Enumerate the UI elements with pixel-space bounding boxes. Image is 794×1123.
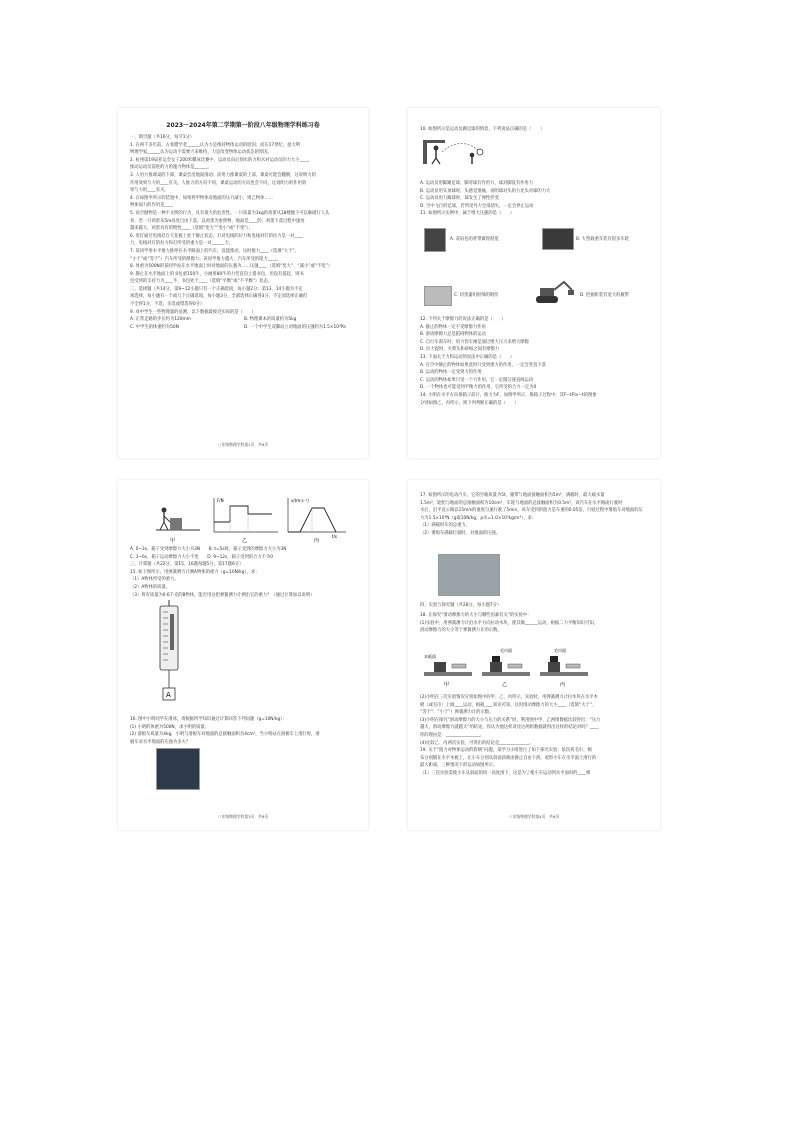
page4a-line: 水后，沿平直公路以15m/s的速度匀速行驶了5min，该车受到的阻力是车重的0.05倍，行驶过程中雾炮车对地面的压 (420, 508, 643, 514)
page4c-line: 最大距离，三种情况下的运动如图所示。 (420, 763, 498, 769)
page3-line: （2）A物体的质量。 (130, 584, 171, 590)
ft-line (214, 506, 272, 522)
fig-label-yi: 乙 (502, 682, 508, 688)
page4a-line: 1.5m³，轮胎与地面的总接触面积为10cm²，车轮与地面的总接触面积为0.5m²，该汽车在水平路面行驶时 (420, 500, 623, 506)
excavator-image (532, 280, 576, 306)
page2b-line: 13. 下面关于力和运动的说法中正确的是（ ） (420, 354, 515, 360)
page4c-line: 布分别铺在水平木板上，让小车分别从斜面顶端由静止自由下滑，观察小车在水平面上滑行的 (420, 755, 597, 761)
fig-label-jia: 甲 (444, 682, 450, 688)
page4c-line: 19. 关于“阻力对物体运动的影响”问题，某学习小组进行了如下探究实验：依次将毛巾、棉 (420, 748, 592, 754)
page1-line: 3. 人用力推课桌的下部，课桌会沿地面滑动；而用力推课桌的上部，课桌可能会翻倒，这说明力的 (130, 172, 316, 178)
exam-page-3 (118, 480, 368, 830)
page2b-line: D. 一个物体也可能受到平衡力的作用，它所受的合力一定为0 (420, 385, 537, 391)
page1-line: 9. 静止在水平地面上的书包重150牛，小丽用80牛的力竖直向上提书包，但没有提起，则书 (130, 271, 304, 277)
page1-line: 力，电线对灯的拉力和灯所受的重力是一对______力。 (130, 241, 234, 247)
q9-option-c: C. 中学生的体重约为50N (130, 324, 179, 330)
player2-head-icon (470, 153, 475, 158)
vt-xlabel: t/s (332, 534, 337, 539)
page1-line: 物理学家______认为运动不需要力来维持，力是改变物体运动状态的原因。 (130, 150, 272, 156)
spring-scale-figure (154, 600, 184, 704)
soccer-figure (422, 138, 488, 166)
page4b-line: 18. 在探究“滑动摩擦力的大小与哪些因素有关”的实验中： (420, 613, 532, 618)
page1-line: 一、填空题（共16分，每空1分） (130, 135, 195, 140)
tag-towel1: 毛巾面 (500, 648, 512, 653)
q11-option-a: A. 双肩包的背带做得很宽 (450, 237, 499, 242)
page4c-line: (2)小明在三次实验情况分别如图中的甲、乙、丙所示，实验时，用弹簧测力计拉木块在水平木 (420, 695, 598, 700)
q9-options-row1 (130, 316, 358, 324)
friction-experiment-figure (422, 642, 592, 692)
page3-line: A. 0~3s，箱子受到摩擦力大小为3N B. t=5s时，箱子受到的摩擦力大小为3N (130, 547, 287, 552)
section4-heading: 四、实验与探究题（共28分，每小题7分） (420, 603, 502, 608)
page4-q17 (420, 492, 650, 538)
page4-section4 (420, 602, 650, 610)
page2a-line: 11. 如图所示实例中，属于增大压强的是（ ） (420, 211, 515, 217)
page2-q10-options (420, 180, 650, 218)
page1-body (130, 134, 358, 331)
page3-line: （1）A物体所受的重力。 (130, 577, 179, 583)
weight-a-label: A (166, 691, 171, 699)
ball-path-icon (442, 143, 478, 152)
page1-line: 项选择，每小题有一个或几个正确选项，每小题3分，全部选择正确得3分，不定项选择正确但 (130, 294, 308, 300)
q10-stem: 10. 如图所示是运动员踢足球的情景，下列说法正确的是（ ） (420, 127, 545, 132)
soccer-ball-icon (477, 149, 483, 155)
page1-line: 包受到的支持力为____牛，书包处于____（选填“平衡”或“不平衡”）状态。 (130, 279, 273, 285)
page2b-line: A. 静止的物体一定不受摩擦力作用 (420, 324, 486, 330)
page3-body (130, 546, 358, 599)
page3b-line: 板车对水平地面的压强为多大？ (130, 739, 191, 745)
truck-image (542, 228, 574, 250)
page4c-line: （1）三次实验需使小车从斜面的同一高度滑下，这是为了使小车运动到水平面时的____相 (420, 770, 591, 776)
page2-q12-14 (420, 316, 650, 407)
page4c-line: “等于”、“小于”）弹簧测力计的示数。 (420, 710, 494, 716)
page2a-line: B. 运动员用头顶球时，头感觉很痛，说明球对头的力比头对球的力大 (420, 188, 551, 194)
q11-option-c: C. 切蛋器用很细的钢丝 (454, 293, 499, 298)
page1-line: “小于”或“等于”）汽车所受的摩擦力；该同学推力越大，汽车所受的阻力____。 (130, 256, 281, 262)
page1-footer: 八年级物理学科第1页 共6页 (217, 442, 269, 447)
q11-option-d: D. 挖掘机装有宽大的履带 (580, 293, 630, 298)
page1-line: 越来越大，鸡蛋具有的惯性____（选填“变大”“变小”或“不变”）。 (130, 226, 253, 232)
page1-line: 9. 对中学生一些物理量的估测，以下数据最接近实际的是（ ） (130, 309, 256, 315)
q11-option-b: B. 大型载重车装有很多车轮 (576, 237, 629, 242)
skating-photo (156, 748, 200, 790)
page2b-line: 14. 小明在水平方向推箱子前行，推力为F，如图甲所示，推箱子过程中，其F−t和v−t的图象 (420, 392, 597, 398)
page4a-line: （1）满载时车的总重力。 (420, 523, 470, 529)
spring-scale-icon (452, 664, 466, 668)
goal-bar-icon (423, 140, 445, 143)
player-head-icon (434, 146, 439, 151)
vt-ylabel: v/(m·s⁻¹) (291, 498, 309, 503)
page1-line: 物体间力的作用是____ (130, 203, 173, 209)
fog-cannon-truck-photo (438, 554, 500, 596)
q9-options-row2 (130, 324, 358, 332)
bucket-icon (568, 290, 574, 295)
page4a-line: （2）雾炮车满载行驶时，对地面的压强。 (420, 530, 501, 536)
page3-line: （3）将有质量为0.6千克的B物体，能否用这把弹簧测力计测出它的重力？（通过计算加以说明） (130, 592, 315, 598)
page4a-line: 力为1.5×10⁴N（g取10N/kg，ρ水=1.0×10³kg/m³），求： (420, 515, 537, 521)
page4c-line: (4)比较乙、丙两次实验，可得出的结论是______________。 (420, 740, 534, 746)
page1-line: 推动运动员前进的力的施力物体是______。 (130, 165, 212, 171)
ft-ylabel: F/N (217, 498, 224, 503)
page2b-line: 分别如图乙、丙所示，则下列判断正确的是（ ） (420, 400, 519, 406)
weight-icon (492, 656, 500, 662)
egg-slicer-image (424, 286, 452, 306)
page4-q18-stem (420, 612, 650, 635)
block-icon (434, 662, 446, 672)
page1-line: 骨，若一只鸡蛋从5m高处自由下落，以鸡蛋为参照物，地面是____的；鸡蛋下落过程中速度 (130, 218, 305, 224)
page1-line: 7. 某同学用水平推力推停在水平路面上的汽车，没能推动，这时推力____（选填“大于”、 (130, 248, 299, 254)
page1-line: 果与力的____有关。 (130, 188, 169, 194)
fig-label-yi: 乙 (242, 538, 248, 544)
page3-line: 15. 如下图所示，用弹簧测力计测A物体的重力（g=10N/kg），求： (130, 569, 260, 575)
page2-q10 (420, 126, 650, 134)
page2a-line: C. 运动员用力踢球时，球发生了弹性形变 (420, 196, 499, 202)
page4c-line: 你的理由是：________________。 (420, 732, 485, 738)
page3b-line: 16. 图中小明同学在滑冰，请根据所学知识通过计算回答下列问题（g=10N/kg）： (130, 717, 287, 722)
page4-footer: 八年级物理学科第4页 共6页 (508, 814, 560, 819)
page1-line: 5. 高空抛物是一种不文明的行为，具有很大的危害性。一只质量为1kg的鸡蛋从18楼抛下可以砸破行人头 (130, 210, 330, 216)
tag-towel2: 毛巾面 (554, 648, 566, 653)
spring-scale-icon (160, 606, 178, 670)
page3-line: 三、计算题（共22分，第15、16题每题5分，第17题6分） (130, 562, 244, 568)
page4c-line: (3)小明在探究“滑动摩擦力的大小与压力的关系”时，利用图中甲、乙两组数据比较得出：“压力 (420, 717, 601, 723)
page2b-line: C. 自行车刹车时，用力捏车闸是通过增大压力来增大摩擦 (420, 339, 529, 345)
page1-line: 8. 体重为500N的某同学站在水平地面上时对地面的压强为……压强____（选填“变大”、“减小”或“不变”） (130, 264, 333, 270)
page2a-line: D. 空中飞行的足球，若所受外力全部消失，一定会停止运动 (420, 203, 534, 209)
page4a-line: 17. 如图所示的电动汽车，它的空载质量为5t，履带与地面接触面积为5m²，满载时，最大载水量 (420, 493, 605, 498)
page2b-line: A. 在空中静止的物体如果此时只受到重力的作用，一定会竖直下落 (420, 362, 546, 368)
page1-line: 2. 杭州第19届亚运会女子200米蝶泳比赛中，运动员向后划水的力和水对运动员的力大小____， (130, 157, 313, 163)
fig-label-bing: 丙 (560, 682, 566, 688)
page3-footer: 八年级物理学科第3页 共6页 (217, 814, 269, 819)
fig-label-jia: 甲 (170, 538, 176, 544)
page1-line: 作用效果与力的____有关。人推力的方向不同，课桌运动的方向也会不同，这说明力的作用效 (130, 180, 307, 186)
exam-page-4 (408, 480, 660, 830)
track-icon (536, 296, 558, 303)
q9-option-d: D. 一个中学生双脚站立对地面的压强约为1.5×10⁴Pa (244, 324, 346, 330)
page2b-line: 12. 下列关于摩擦力的说法正确的是（ ） (420, 317, 506, 322)
exam-title: 2023－2024年第二学期第一阶段八年级物理学科练习卷 (166, 122, 320, 129)
q9-option-b: B. 物理课本的质量约为5kg (244, 317, 297, 323)
page1-line: 二、选择题（共14分，第9~12小题只有一个正确选项，每小题2分；第13、14小题为不定 (130, 286, 303, 292)
backpack-image (424, 228, 446, 252)
q14-figure (148, 496, 348, 544)
page4b-line: 滑动摩擦力的大小等于弹簧测力计的示数。 (420, 628, 502, 634)
page2b-line: C. 运动的物体如果只受一个力作用，它一定做匀速直线运动 (420, 377, 534, 383)
person-icon (162, 508, 167, 513)
tag-wood: 木板面 (424, 654, 436, 659)
page2b-line: B. 运动的物体一定受到力的作用 (420, 370, 482, 376)
page4c-line: 板（或毛巾）上做____运动，根据____知识可知，这时滑动摩擦力的大小____（选填“大于”、 (420, 702, 597, 708)
fig-label-bing: 丙 (314, 538, 320, 544)
page3-q16 (130, 716, 358, 746)
page2a-line: A. 运动员用脚踢足球，脚对球有作用力，球对脚没有作用力 (420, 181, 534, 186)
page1-line: 6. 电灯通过电线挂在天花板上处于静止状态，灯对电线的拉力和电线对灯的拉力是一对____ (130, 233, 304, 239)
page3b-line: (2) 滑板车质量为4kg，小明与滑板车对地面的总接触面积为4cm²，当小明站在滑板车上滑行时，滑 (130, 732, 320, 738)
page1-line: 1. 在两千多年前，古希腊学者______认为力是维持物体运动的原因；而在17世纪，意大利 (130, 142, 300, 148)
page4c-line: 越大，滑动摩擦力就越大”的结论，你认为他这样对比这两组数据就得出这样的结论对吗？____ (420, 725, 599, 731)
box-icon (170, 518, 182, 530)
page2b-line: B. 滑动摩擦力总是阻碍物体的运动 (420, 332, 486, 338)
page1-line: 4. 在如图甲所示的装置中，如果将甲物体对地面的压力减小，则乙物体…… (130, 195, 273, 201)
page3b-line: (1) 小明的体重为500N，求小明的质量。 (130, 724, 210, 730)
exam-page-2 (408, 108, 660, 458)
exam-page-1 (118, 108, 368, 458)
q9-option-a: A. 正常走路的步长约为120mm (130, 317, 191, 323)
page3-line: C. 3~6s，箱子运动摩擦力大小不变 D. 9~12s，箱子受到的合力不为0 (130, 554, 273, 560)
page4-q18-19 (420, 694, 650, 778)
page1-line: 不全得1分，不选、多选或错选得0分） (130, 302, 205, 308)
page2b-line: D. 拉大提时，火柴头和砂纸之间有摩擦力 (420, 347, 500, 353)
page4b-line: (1)实验中，用弹簧测力计沿水平方向拉动木块，使其做______运动，根据二力平衡知识可知， (420, 620, 598, 626)
goal-post-icon (423, 140, 427, 164)
